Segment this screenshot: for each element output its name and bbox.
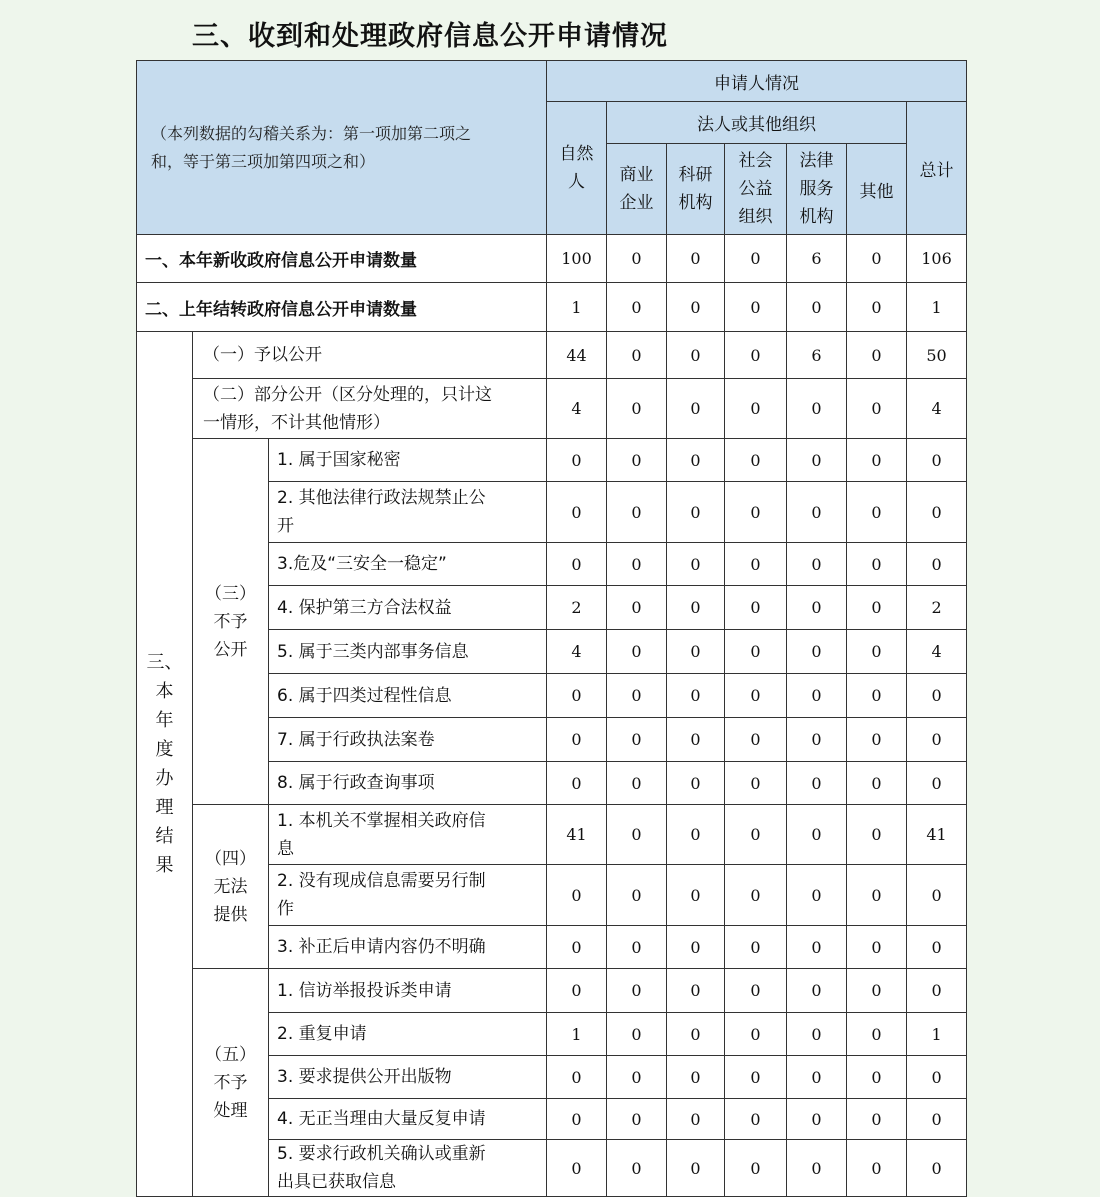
row-label	[269, 865, 547, 926]
cell-value: 0	[725, 586, 787, 630]
header-social-welfare	[725, 144, 787, 235]
header-legal-orgs: 法人或其他组织	[607, 102, 907, 144]
cell-value: 0	[907, 1140, 967, 1197]
cell-value: 0	[787, 718, 847, 762]
cell-value: 0	[725, 1013, 787, 1056]
row-label-line: 5. 属于三类内部事务信息	[277, 641, 469, 662]
cell-value: 0	[547, 762, 607, 805]
cell-value: 0	[607, 1140, 667, 1197]
cell-value: 0	[725, 283, 787, 332]
cell-value: 0	[725, 969, 787, 1013]
header-research	[667, 144, 725, 235]
row-label	[269, 630, 547, 674]
cell-value: 1	[547, 1013, 607, 1056]
header-text: 机构	[678, 193, 713, 213]
cell-value: 0	[907, 762, 967, 805]
cell-value: 0	[907, 969, 967, 1013]
cell-value: 0	[607, 926, 667, 969]
cell-value: 0	[725, 379, 787, 439]
cell-value: 0	[907, 543, 967, 586]
group-label-line: （五）	[205, 1044, 256, 1065]
cell-value: 0	[607, 630, 667, 674]
cell-value: 0	[607, 969, 667, 1013]
cell-value: 0	[907, 926, 967, 969]
row-label-line: 1. 本机关不掌握相关政府信	[277, 810, 486, 831]
cell-value: 0	[847, 1099, 907, 1140]
cell-value: 0	[787, 1099, 847, 1140]
disclosure-table	[136, 60, 967, 1197]
cell-value: 0	[787, 1013, 847, 1056]
cell-value: 2	[907, 586, 967, 630]
table-row	[137, 283, 967, 332]
row-label-line: 2. 其他法律行政法规禁止公	[277, 488, 486, 508]
cell-value: 0	[547, 865, 607, 926]
section-label-char: 三、	[146, 652, 183, 673]
header-text: 机构	[799, 207, 834, 227]
row-label: 二、上年结转政府信息公开申请数量	[137, 283, 547, 332]
header-text: 服务	[799, 179, 834, 199]
cell-value: 0	[667, 332, 725, 379]
cell-value: 0	[847, 482, 907, 543]
cell-value: 0	[667, 674, 725, 718]
group-label-line: （三）	[205, 583, 256, 604]
row-label-line: 息	[277, 838, 294, 859]
cell-value: 0	[667, 1099, 725, 1140]
cell-value: 0	[725, 805, 787, 865]
row-label	[269, 718, 547, 762]
cell-value: 0	[907, 1099, 967, 1140]
cell-value: 0	[847, 379, 907, 439]
cell-value: 0	[725, 1099, 787, 1140]
cell-value: 50	[907, 332, 967, 379]
cell-value: 0	[667, 926, 725, 969]
section-label-char: 度	[155, 739, 174, 760]
cell-value: 4	[547, 379, 607, 439]
section-label-char: 本	[155, 681, 174, 702]
row-label: （一）予以公开	[193, 332, 547, 379]
section-label-results	[137, 332, 193, 1197]
cell-value: 4	[907, 630, 967, 674]
row-label-line: 2. 重复申请	[277, 1024, 367, 1044]
header-note	[137, 61, 547, 235]
cell-value: 0	[847, 805, 907, 865]
cell-value: 0	[787, 586, 847, 630]
cell-value: 0	[847, 1056, 907, 1099]
cell-value: 0	[607, 332, 667, 379]
group-label-line: 处理	[213, 1100, 248, 1121]
cell-value: 0	[847, 762, 907, 805]
cell-value: 6	[787, 332, 847, 379]
row-label	[269, 969, 547, 1013]
cell-value: 0	[847, 926, 907, 969]
row-label	[269, 926, 547, 969]
cell-value: 0	[725, 762, 787, 805]
cell-value: 0	[847, 630, 907, 674]
cell-value: 0	[607, 379, 667, 439]
cell-value: 0	[847, 543, 907, 586]
cell-value: 0	[787, 674, 847, 718]
cell-value: 0	[725, 630, 787, 674]
row-label-line: 出具已获取信息	[277, 1172, 396, 1192]
cell-value: 0	[547, 1140, 607, 1197]
cell-value: 0	[667, 762, 725, 805]
header-total: 总计	[907, 102, 967, 235]
row-label	[269, 1140, 547, 1197]
section-label-char: 办	[155, 768, 174, 789]
cell-value: 0	[725, 543, 787, 586]
cell-value: 0	[847, 439, 907, 482]
row-label: 一、本年新收政府信息公开申请数量	[137, 235, 547, 283]
cell-value: 0	[847, 586, 907, 630]
section-label-char: 年	[155, 710, 174, 731]
cell-value: 0	[847, 283, 907, 332]
row-label-line: 开	[277, 516, 294, 536]
cell-value: 0	[667, 379, 725, 439]
cell-value: 0	[547, 718, 607, 762]
table-row	[137, 332, 967, 379]
row-label	[193, 379, 547, 439]
cell-value: 1	[907, 1013, 967, 1056]
row-label-line: 8. 属于行政查询事项	[277, 773, 435, 793]
section-label-char: 理	[155, 797, 174, 818]
cell-value: 0	[667, 283, 725, 332]
cell-value: 0	[847, 1140, 907, 1197]
cell-value: 0	[547, 439, 607, 482]
header-text: 自然	[559, 144, 594, 164]
row-label-line: 一情形，不计其他情形）	[203, 412, 390, 433]
row-label-line: 1. 属于国家秘密	[277, 450, 401, 470]
cell-value: 0	[667, 586, 725, 630]
row-label-line: 7. 属于行政执法案卷	[277, 729, 435, 750]
cell-value: 0	[787, 630, 847, 674]
cell-value: 0	[607, 586, 667, 630]
row-label-line: 6. 属于四类过程性信息	[277, 685, 452, 706]
cell-value: 0	[725, 332, 787, 379]
table-row	[137, 235, 967, 283]
cell-value: 0	[725, 865, 787, 926]
cell-value: 0	[725, 718, 787, 762]
cell-value: 0	[907, 482, 967, 543]
cell-value: 0	[607, 1056, 667, 1099]
cell-value: 41	[547, 805, 607, 865]
cell-value: 0	[547, 543, 607, 586]
row-label	[269, 1099, 547, 1140]
header-other: 其他	[847, 144, 907, 235]
cell-value: 0	[725, 1140, 787, 1197]
cell-value: 4	[907, 379, 967, 439]
cell-value: 4	[547, 630, 607, 674]
cell-value: 0	[607, 762, 667, 805]
row-label	[269, 762, 547, 805]
group-label-line: 不予	[213, 611, 248, 632]
header-text: 人	[568, 172, 586, 192]
row-label	[269, 674, 547, 718]
header-natural-person	[547, 102, 607, 235]
cell-value: 0	[907, 1056, 967, 1099]
cell-value: 0	[607, 283, 667, 332]
header-note-line: （本列数据的勾稽关系为：第一项加第二项之	[151, 123, 472, 143]
cell-value: 0	[847, 674, 907, 718]
cell-value: 0	[787, 482, 847, 543]
header-text: 企业	[619, 193, 654, 213]
cell-value: 0	[607, 805, 667, 865]
cell-value: 0	[907, 439, 967, 482]
cell-value: 41	[907, 805, 967, 865]
header-text: 科研	[678, 165, 713, 185]
cell-value: 0	[787, 283, 847, 332]
cell-value: 0	[725, 926, 787, 969]
cell-value: 0	[667, 482, 725, 543]
row-label-line: 作	[277, 899, 294, 919]
cell-value: 0	[667, 630, 725, 674]
cell-value: 0	[667, 718, 725, 762]
cell-value: 0	[547, 482, 607, 543]
cell-value: 0	[607, 235, 667, 283]
group-label-not-open	[193, 439, 269, 805]
cell-value: 0	[607, 1013, 667, 1056]
group-label-line: 无法	[213, 876, 248, 897]
cell-value: 0	[547, 674, 607, 718]
group-label-line: 公开	[213, 639, 248, 660]
cell-value: 106	[907, 235, 967, 283]
page-title: 三、收到和处理政府信息公开申请情况	[192, 21, 668, 52]
header-commercial	[607, 144, 667, 235]
cell-value: 0	[725, 674, 787, 718]
row-label	[269, 1056, 547, 1099]
cell-value: 0	[787, 1140, 847, 1197]
cell-value: 0	[547, 1099, 607, 1140]
cell-value: 0	[787, 1056, 847, 1099]
cell-value: 0	[787, 805, 847, 865]
section-label-char: 果	[155, 855, 174, 876]
table-row	[137, 439, 967, 482]
row-label-line: 3.危及“三安全一稳定”	[277, 554, 447, 574]
cell-value: 0	[667, 1140, 725, 1197]
section-label-char: 结	[155, 826, 174, 847]
cell-value: 0	[607, 543, 667, 586]
header-text: 法律	[799, 151, 834, 171]
cell-value: 0	[725, 482, 787, 543]
cell-value: 0	[547, 1056, 607, 1099]
cell-value: 0	[847, 1013, 907, 1056]
row-label	[269, 482, 547, 543]
group-label-not-process	[193, 969, 269, 1197]
cell-value: 0	[907, 718, 967, 762]
cell-value: 1	[907, 283, 967, 332]
header-note-line: 和，等于第三项加第四项之和）	[151, 151, 376, 171]
table-row	[137, 969, 967, 1013]
group-label-line: 不予	[213, 1072, 248, 1093]
cell-value: 0	[667, 543, 725, 586]
cell-value: 0	[667, 439, 725, 482]
cell-value: 0	[667, 969, 725, 1013]
cell-value: 0	[787, 439, 847, 482]
cell-value: 0	[607, 439, 667, 482]
table-row	[137, 805, 967, 865]
cell-value: 0	[847, 865, 907, 926]
row-label-line: 4. 保护第三方合法权益	[277, 597, 452, 618]
group-label-unable	[193, 805, 269, 969]
cell-value: 0	[847, 969, 907, 1013]
header-text: 组织	[738, 207, 773, 227]
row-label	[269, 586, 547, 630]
cell-value: 100	[547, 235, 607, 283]
cell-value: 0	[667, 805, 725, 865]
row-label	[269, 439, 547, 482]
row-label-line: 5. 要求行政机关确认或重新	[277, 1144, 486, 1164]
cell-value: 0	[725, 439, 787, 482]
cell-value: 0	[847, 718, 907, 762]
cell-value: 0	[787, 926, 847, 969]
cell-value: 0	[907, 865, 967, 926]
row-label	[269, 805, 547, 865]
cell-value: 0	[667, 1013, 725, 1056]
cell-value: 0	[547, 969, 607, 1013]
header-applicant-situation: 申请人情况	[547, 61, 967, 102]
header-legal-service	[787, 144, 847, 235]
cell-value: 0	[725, 235, 787, 283]
cell-value: 0	[607, 482, 667, 543]
cell-value: 0	[607, 1099, 667, 1140]
row-label-line: 3. 补正后申请内容仍不明确	[277, 937, 486, 957]
row-label-line: （二）部分公开（区分处理的，只计这	[203, 384, 492, 405]
cell-value: 6	[787, 235, 847, 283]
table-row	[137, 379, 967, 439]
row-label	[269, 1013, 547, 1056]
group-label-line: 提供	[213, 904, 248, 925]
cell-value: 0	[725, 1056, 787, 1099]
cell-value: 0	[787, 379, 847, 439]
header-text: 社会	[738, 151, 773, 171]
cell-value: 1	[547, 283, 607, 332]
header-text: 商业	[619, 165, 654, 185]
cell-value: 0	[607, 718, 667, 762]
cell-value: 0	[547, 926, 607, 969]
row-label-line: 2. 没有现成信息需要另行制	[277, 871, 486, 891]
cell-value: 0	[787, 762, 847, 805]
cell-value: 44	[547, 332, 607, 379]
row-label	[269, 543, 547, 586]
row-label-line: 3. 要求提供公开出版物	[277, 1067, 452, 1087]
cell-value: 0	[667, 865, 725, 926]
cell-value: 0	[607, 674, 667, 718]
header-text: 公益	[738, 179, 773, 199]
cell-value: 2	[547, 586, 607, 630]
row-label-line: 1. 信访举报投诉类申请	[277, 980, 452, 1001]
cell-value: 0	[787, 969, 847, 1013]
cell-value: 0	[847, 235, 907, 283]
group-label-line: （四）	[205, 848, 256, 869]
row-label-line: 4. 无正当理由大量反复申请	[277, 1109, 486, 1129]
cell-value: 0	[787, 543, 847, 586]
cell-value: 0	[907, 674, 967, 718]
cell-value: 0	[607, 865, 667, 926]
cell-value: 0	[847, 332, 907, 379]
cell-value: 0	[667, 1056, 725, 1099]
cell-value: 0	[787, 865, 847, 926]
cell-value: 0	[667, 235, 725, 283]
